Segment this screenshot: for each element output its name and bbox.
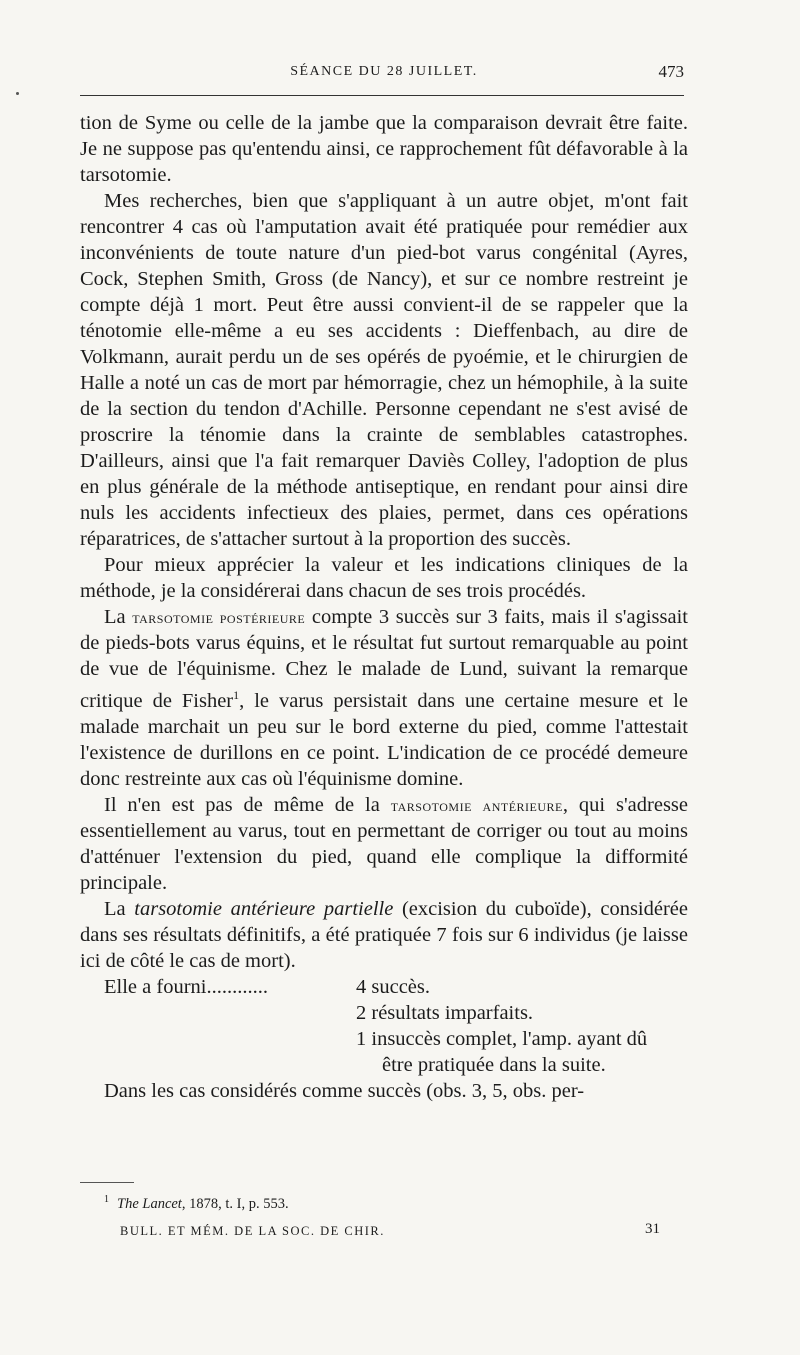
result-row-3-cont [80, 1052, 688, 1078]
footnote-details: , 1878, t. I, p. 553. [181, 1195, 289, 1212]
paragraph-3: Pour mieux apprécier la valeur et les indications cliniques de la méthode, je la considérerai dans chacun de ses trois procédés. [80, 554, 688, 602]
p5-rest: , qui s'adresse essentiellement au varus, tout en permettant de corriger ou tout au moins d'atténuer l'extension du pied, quand elle complique la difformité principale. [80, 793, 688, 894]
page-speck [16, 92, 19, 95]
signature-mark: 31 [645, 1221, 660, 1237]
page-footer [120, 1221, 660, 1239]
p4-lead: La [104, 606, 133, 628]
paragraph-7: Dans les cas considérés comme succès (obs. 3, 5, obs. per- [104, 1079, 585, 1102]
p6-rest: (excision du cuboïde), considérée dans ses résultats définitifs, a été pratiquée 7 fois sur 6 individus (je laisse ici de côté le cas de mort). [80, 897, 688, 972]
running-title: SÉANCE DU 28 JUILLET. [290, 64, 478, 79]
term-tarsotomie-posterieure: tarsotomie postérieure [132, 607, 306, 627]
paragraph-6 [80, 896, 688, 974]
term-partielle: tarsotomie antérieure partielle [134, 897, 394, 920]
body-text [80, 110, 688, 1104]
paragraph-4 [80, 604, 688, 792]
result-row-1 [80, 974, 688, 1000]
footnote-mark: 1 [104, 1194, 109, 1205]
paragraph-5 [80, 792, 688, 896]
footnote-reference: 1 [233, 688, 240, 702]
footnote-rule [80, 1182, 134, 1183]
p4-text-a: compte 3 succès sur 3 faits, mais il s'agissait de pieds-bots varus équins, et le résultat fut surtout remarquable au point de vue de l'équinisme. Chez le malade de Lund, suivant la remarque critique de Fisher [80, 606, 688, 712]
result-row-2 [80, 1000, 688, 1026]
result-row-3 [80, 1026, 688, 1052]
footnote-source: The Lancet [117, 1195, 182, 1212]
page-number: 473 [658, 62, 684, 81]
results-list [80, 974, 688, 1078]
results-lead: Elle a fourni............ [104, 975, 268, 998]
result-insucces-cont: être pratiquée dans la suite. [382, 1053, 606, 1076]
header-rule [80, 95, 684, 96]
term-tarsotomie-anterieure: tarsotomie antérieure [390, 794, 563, 815]
running-head [80, 62, 688, 82]
result-succes: 4 succès. [356, 975, 431, 998]
p4-text-b: , le varus persistait dans une certaine mesure et le malade marchait un peu sur le bord externe du pied, comme l'attestait l'existence de durillons en ce point. L'indication de ce procédé demeure donc restreinte aux cas où l'équinisme domine. [80, 689, 688, 790]
footnote [104, 1194, 289, 1213]
result-imparfaits: 2 résultats imparfaits. [356, 1001, 534, 1024]
p6-lead: La [104, 897, 135, 920]
publication-title: BULL. ET MÉM. DE LA SOC. DE CHIR. [120, 1224, 385, 1238]
result-insucces: 1 insuccès complet, l'amp. ayant dû [356, 1027, 648, 1050]
paragraph-2: Mes recherches, bien que s'appliquant à un autre objet, m'ont fait rencontrer 4 cas où l'amputation avait été pratiquée pour remédier aux inconvénients de toute nature d'un pied-bot varus congénital (Ayres, Cock, Stephen Smith, Gross (de Nancy), et sur ce nombre restreint je compte déjà 1 mort. Peut être aussi convient-il de se rappeler que la ténotomie elle-même a eu ses accidents : Dieffenbach, au dire de Volkmann, aurait perdu un de ses opérés de pyoémie, et le chirurgien de Halle a noté un cas de mort par hémorragie, chez un hémophile, à la suite de la section du tendon d'Achille. Personne cependant ne s'est avisé de proscrire la ténomie dans la crainte de semblables catastrophes. D'ailleurs, ainsi que l'a fait remarquer Daviès Colley, l'adoption de plus en plus générale de la méthode antiseptique, en rendant pour ainsi dire nuls les accidents infectieux des plaies, permet, dans ces opérations réparatrices, de s'attacher surtout à la proportion des succès. [80, 190, 688, 550]
paragraph-1: tion de Syme ou celle de la jambe que la comparaison devrait être faite. Je ne suppose pas qu'entendu ainsi, ce rapprochement fût défavorable à la tarsotomie. [80, 112, 688, 186]
p5-lead: Il n'en est pas de même de la [104, 793, 391, 816]
